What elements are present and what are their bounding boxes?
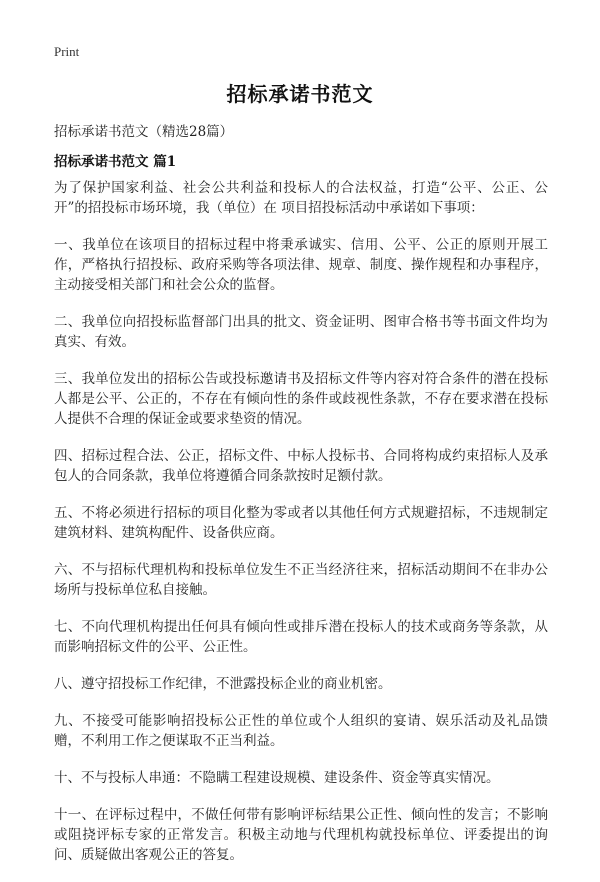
- paragraph: 五、不将必须进行招标的项目化整为零或者以其他任何方式规避招标，不违规制定建筑材料、建筑构配件、设备供应商。: [54, 505, 548, 541]
- print-link[interactable]: Print: [54, 44, 80, 59]
- paragraph: 八、遵守招投标工作纪律，不泄露投标企业的商业机密。: [54, 676, 392, 692]
- paragraph: 二、我单位向招投标监督部门出具的批文、资金证明、图审合格书等书面文件均为真实、有效。: [54, 314, 548, 350]
- document-body: [54, 178, 548, 882]
- paragraph: 十一、在评标过程中，不做任何带有影响评标结果公正性、倾向性的发言；不影响或阻挠评标专家的正常发言。积极主动地与代理机构就投标单位、评委提出的询问、质疑做出客观公正的答复。: [54, 807, 548, 863]
- paragraph: 十、不与投标人串通：不隐瞒工程建设规模、建设条件、资金等真实情况。: [54, 770, 500, 786]
- paragraph: 为了保护国家利益、社会公共利益和投标人的合法权益，打造“公平、公正、公开”的招投标市场环境，我（单位）在 项目招投标活动中承诺如下事项：: [54, 180, 548, 216]
- paragraph: 三、我单位发出的招标公告或投标邀请书及招标文件等内容对符合条件的潜在投标人都是公平、公正的，不存在有倾向性的条件或歧视性条款，不存在要求潜在投标人提供不合理的保证金或要求垫资的情况。: [54, 371, 548, 427]
- paragraph: 一、我单位在该项目的招标过程中将秉承诚实、信用、公平、公正的原则开展工作，严格执行招投标、政府采购等各项法律、规章、制度、操作规程和办事程序，主动接受相关部门和社会公众的监督。: [54, 237, 548, 293]
- paragraph: 九、不接受可能影响招投标公正性的单位或个人组织的宴请、娱乐活动及礼品馈赠，不利用工作之便谋取不正当利益。: [54, 713, 548, 749]
- document-title: 招标承诺书范文: [226, 82, 374, 106]
- section-heading: 招标承诺书范文 篇1: [54, 154, 177, 170]
- paragraph: 四、招标过程合法、公正，招标文件、中标人投标书、合同将构成约束招标人及承包人的合同条款，我单位将遵循合同条款按时足额付款。: [54, 448, 548, 484]
- paragraph: 七、不向代理机构提出任何具有倾向性或排斥潜在投标人的技术或商务等条款，从而影响招标文件的公平、公正性。: [54, 619, 548, 655]
- paragraph: 六、不与招标代理机构和投标单位发生不正当经济往来，招标活动期间不在非办公场所与投标单位私自接触。: [54, 562, 548, 598]
- document-subtitle: 招标承诺书范文（精选28篇）: [54, 124, 234, 140]
